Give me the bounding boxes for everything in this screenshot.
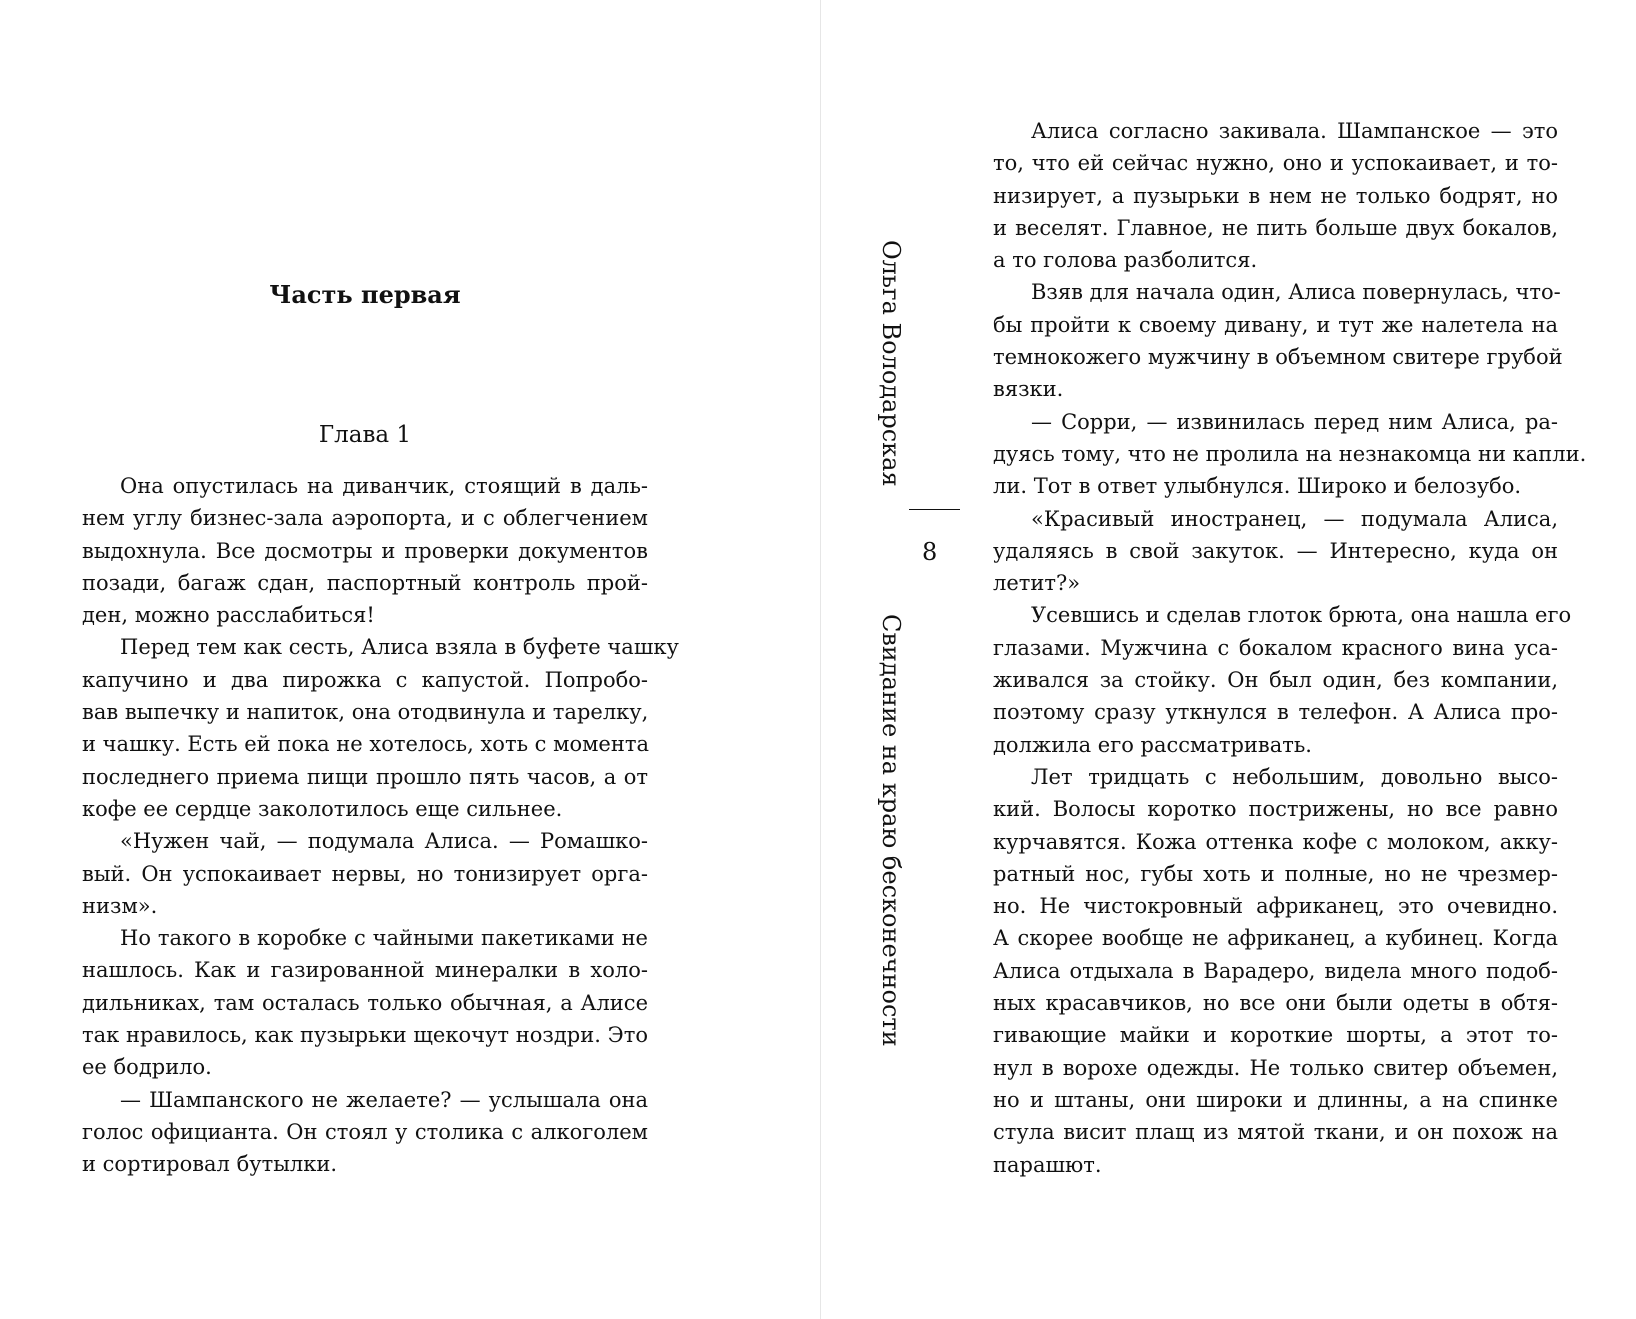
text-line: глазами. Мужчина с бокалом красного вина уса- xyxy=(993,635,1558,660)
text-line: дильниках, там осталась только обычная, а Алисе xyxy=(82,990,648,1015)
text-line: темнокожего мужчину в объемном свитере грубой xyxy=(993,345,1563,370)
chapter-title: Глава 1 xyxy=(318,422,412,448)
right-body-text xyxy=(993,115,1587,1181)
text-line: летит?» xyxy=(993,571,1081,596)
text-line: нул в ворохе одежды. Не только свитер объемен, xyxy=(993,1055,1558,1080)
left-body-text xyxy=(82,470,679,1181)
text-line: капучино и два пирожка с капустой. Попробо- xyxy=(82,667,648,692)
text-line: Перед тем как сесть, Алиса взяла в буфете чашку xyxy=(120,635,679,660)
text-line: вый. Он успокаивает нервы, но тонизирует орга- xyxy=(82,861,648,886)
text-line: так нравилось, как пузырьки щекочут ноздри. Это xyxy=(82,1023,648,1048)
text-line: Алиса согласно закивала. Шампанское — это xyxy=(1031,119,1558,143)
text-line: «Нужен чай, — подумала Алиса. — Ромашко- xyxy=(120,829,648,854)
text-line: гивающие майки и короткие шорты, а этот то- xyxy=(993,1023,1558,1048)
text-line: кий. Волосы коротко пострижены, но все равно xyxy=(993,797,1558,822)
text-line: Усевшись и сделав глоток брюта, она нашла его xyxy=(1031,603,1572,628)
text-line: и чашку. Есть ей пока не хотелось, хоть с момента xyxy=(82,732,649,757)
text-line: кофе ее сердце заколотилось еще сильнее. xyxy=(82,796,563,821)
text-line: позади, багаж сдан, паспортный контроль прой- xyxy=(82,570,648,595)
text-line: и веселят. Главное, не пить больше двух бокалов, xyxy=(993,215,1558,240)
running-head-book-title: Свидание на краю бесконечности xyxy=(877,614,905,1047)
text-line: последнего приема пищи прошло пять часов, а от xyxy=(82,764,648,789)
text-line: вязки. xyxy=(993,377,1064,402)
text-line: Она опустилась на диванчик, стоящий в даль- xyxy=(120,474,648,498)
text-line: удаляясь в свой закуток. — Интересно, куда он xyxy=(993,538,1558,563)
text-line: живался за стойку. Он был один, без компании, xyxy=(993,668,1558,693)
text-line: и сортировал бутылки. xyxy=(82,1152,338,1177)
text-line: А скорее вообще не африканец, а кубинец. Когда xyxy=(993,926,1558,951)
text-line: — Шампанского не желаете? — услышала она xyxy=(120,1087,648,1112)
text-line: дуясь тому, что не пролила на незнакомца ни капли. xyxy=(993,441,1587,466)
text-line: ден, можно расслабиться! xyxy=(82,603,375,628)
text-line: Но такого в коробке с чайными пакетиками не xyxy=(120,926,648,951)
text-line: должила его рассматривать. xyxy=(993,732,1312,757)
text-line: нашлось. Как и газированной минералки в холо- xyxy=(82,958,648,983)
text-line: а то голова разболится. xyxy=(993,248,1258,273)
page-number: 8 xyxy=(922,538,938,566)
page-gutter xyxy=(820,0,821,1319)
part-title: Часть первая xyxy=(269,280,461,309)
text-line: ратный нос, губы хоть и полные, но не чрезмер- xyxy=(993,861,1558,886)
text-line: Алиса отдыхала в Варадеро, видела много подоб- xyxy=(993,958,1558,983)
text-line: ее бодрило. xyxy=(82,1055,212,1080)
text-line: то, что ей сейчас нужно, оно и успокаивает, и то- xyxy=(993,151,1558,176)
text-line: Лет тридцать с небольшим, довольно высо- xyxy=(1031,764,1558,789)
text-line: низм». xyxy=(82,893,158,918)
text-line: стула висит плащ из мятой ткани, и он похож на xyxy=(993,1120,1558,1145)
text-line: нем углу бизнес-зала аэропорта, и с облегчением xyxy=(82,506,648,531)
running-head-rule xyxy=(909,509,960,510)
text-line: бы пройти к своему дивану, и тут же налетела на xyxy=(993,312,1558,337)
text-line: — Сорри, — извинилась перед ним Алиса, ра- xyxy=(1031,409,1558,434)
text-line: «Красивый иностранец, — подумала Алиса, xyxy=(1031,506,1558,531)
text-line: ных красавчиков, но все они были одеты в обтя- xyxy=(993,991,1558,1016)
text-line: парашют. xyxy=(993,1152,1102,1177)
text-line: выдохнула. Все досмотры и проверки документов xyxy=(82,538,648,563)
text-line: ли. Тот в ответ улыбнулся. Широко и белозубо. xyxy=(993,474,1522,499)
text-line: но. Не чистокровный африканец, это очевидно. xyxy=(993,894,1558,919)
text-line: но и штаны, они широки и длинны, а на спинке xyxy=(993,1087,1558,1112)
running-head-author: Ольга Володарская xyxy=(877,240,905,487)
text-line: курчавятся. Кожа оттенка кофе с молоком, акку- xyxy=(993,829,1558,854)
text-line: голос официанта. Он стоял у столика с алкоголем xyxy=(82,1119,648,1144)
text-line: низирует, а пузырьки в нем не только бодрят, но xyxy=(993,183,1558,208)
text-line: поэтому сразу уткнулся в телефон. А Алиса про- xyxy=(993,700,1558,725)
text-line: Взяв для начала один, Алиса повернулась, что- xyxy=(1031,280,1561,305)
text-line: вав выпечку и напиток, она отодвинула и тарелку, xyxy=(82,700,649,725)
